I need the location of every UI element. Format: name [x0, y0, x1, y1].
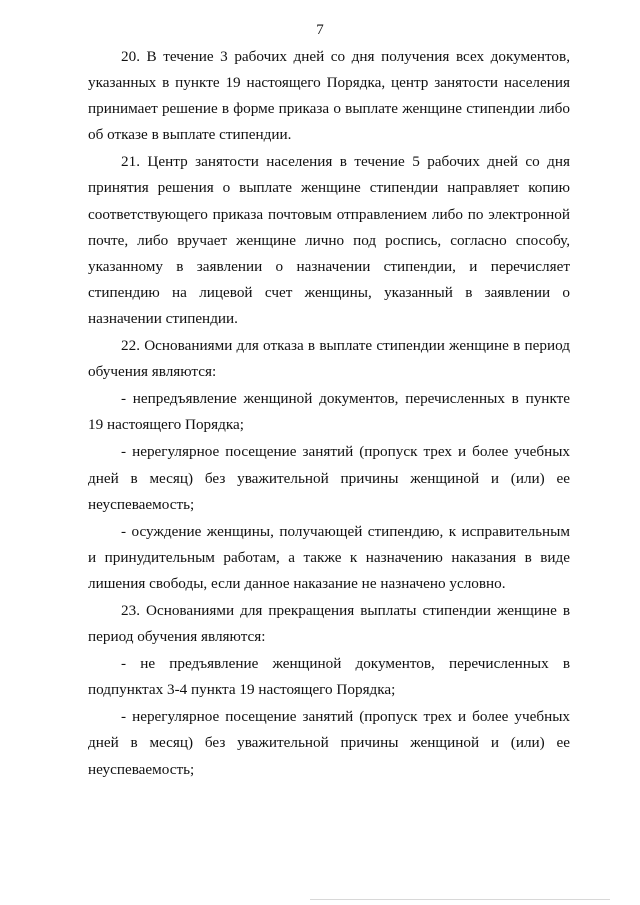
paragraph-23: 23. Основаниями для прекращения выплаты стипендии женщине в период обучения являются: — [88, 601, 570, 646]
paragraph-23-item-2: - нерегулярное посещение занятий (пропуск трех и более учебных дней в месяц) без уважительной причины женщиной и (или) ее неуспеваемость; — [88, 708, 570, 778]
paragraph-22-item-2: - нерегулярное посещение занятий (пропуск трех и более учебных дней в месяц) без уважительной причины женщиной и (или) ее неуспеваемость; — [88, 443, 570, 513]
scan-edge-line — [310, 899, 610, 900]
paragraph-22: 22. Основаниями для отказа в выплате стипендии женщине в период обучения являются: — [88, 337, 570, 381]
paragraph-22-item-1: - непредъявление женщиной документов, перечисленных в пункте 19 настоящего Порядка; — [88, 390, 570, 434]
paragraph-21: 21. Центр занятости населения в течение 5 рабочих дней со дня принятия решения о выплате женщине стипендии направляет копию соответствующего приказа почтовым отправлением либо по электронной почте, либо вручает женщине лично под роспись, согласно способу, указанному в заявлении о назначении стипендии, и перечисляет стипендию на лицевой счет женщины, указанный в заявлении о назначении стипендии. — [88, 153, 570, 327]
paragraph-23-item-1: - не предъявление женщиной документов, перечисленных в подпунктах 3-4 пункта 19 настоящего Порядка; — [88, 655, 570, 699]
paragraph-22-item-3: - осуждение женщины, получающей стипендию, к исправительным и принудительным работам, а также к назначению наказания в виде лишения свободы, если данное наказание не назначено условно. — [88, 522, 570, 592]
page-number: 7 — [316, 22, 324, 38]
document-body — [88, 44, 570, 783]
paragraph-20: 20. В течение 3 рабочих дней со дня получения всех документов, указанных в пункте 19 настоящего Порядка, центр занятости населения принимает решение в форме приказа о выплате женщине стипендии либо об отказе в выплате стипендии. — [88, 48, 570, 144]
